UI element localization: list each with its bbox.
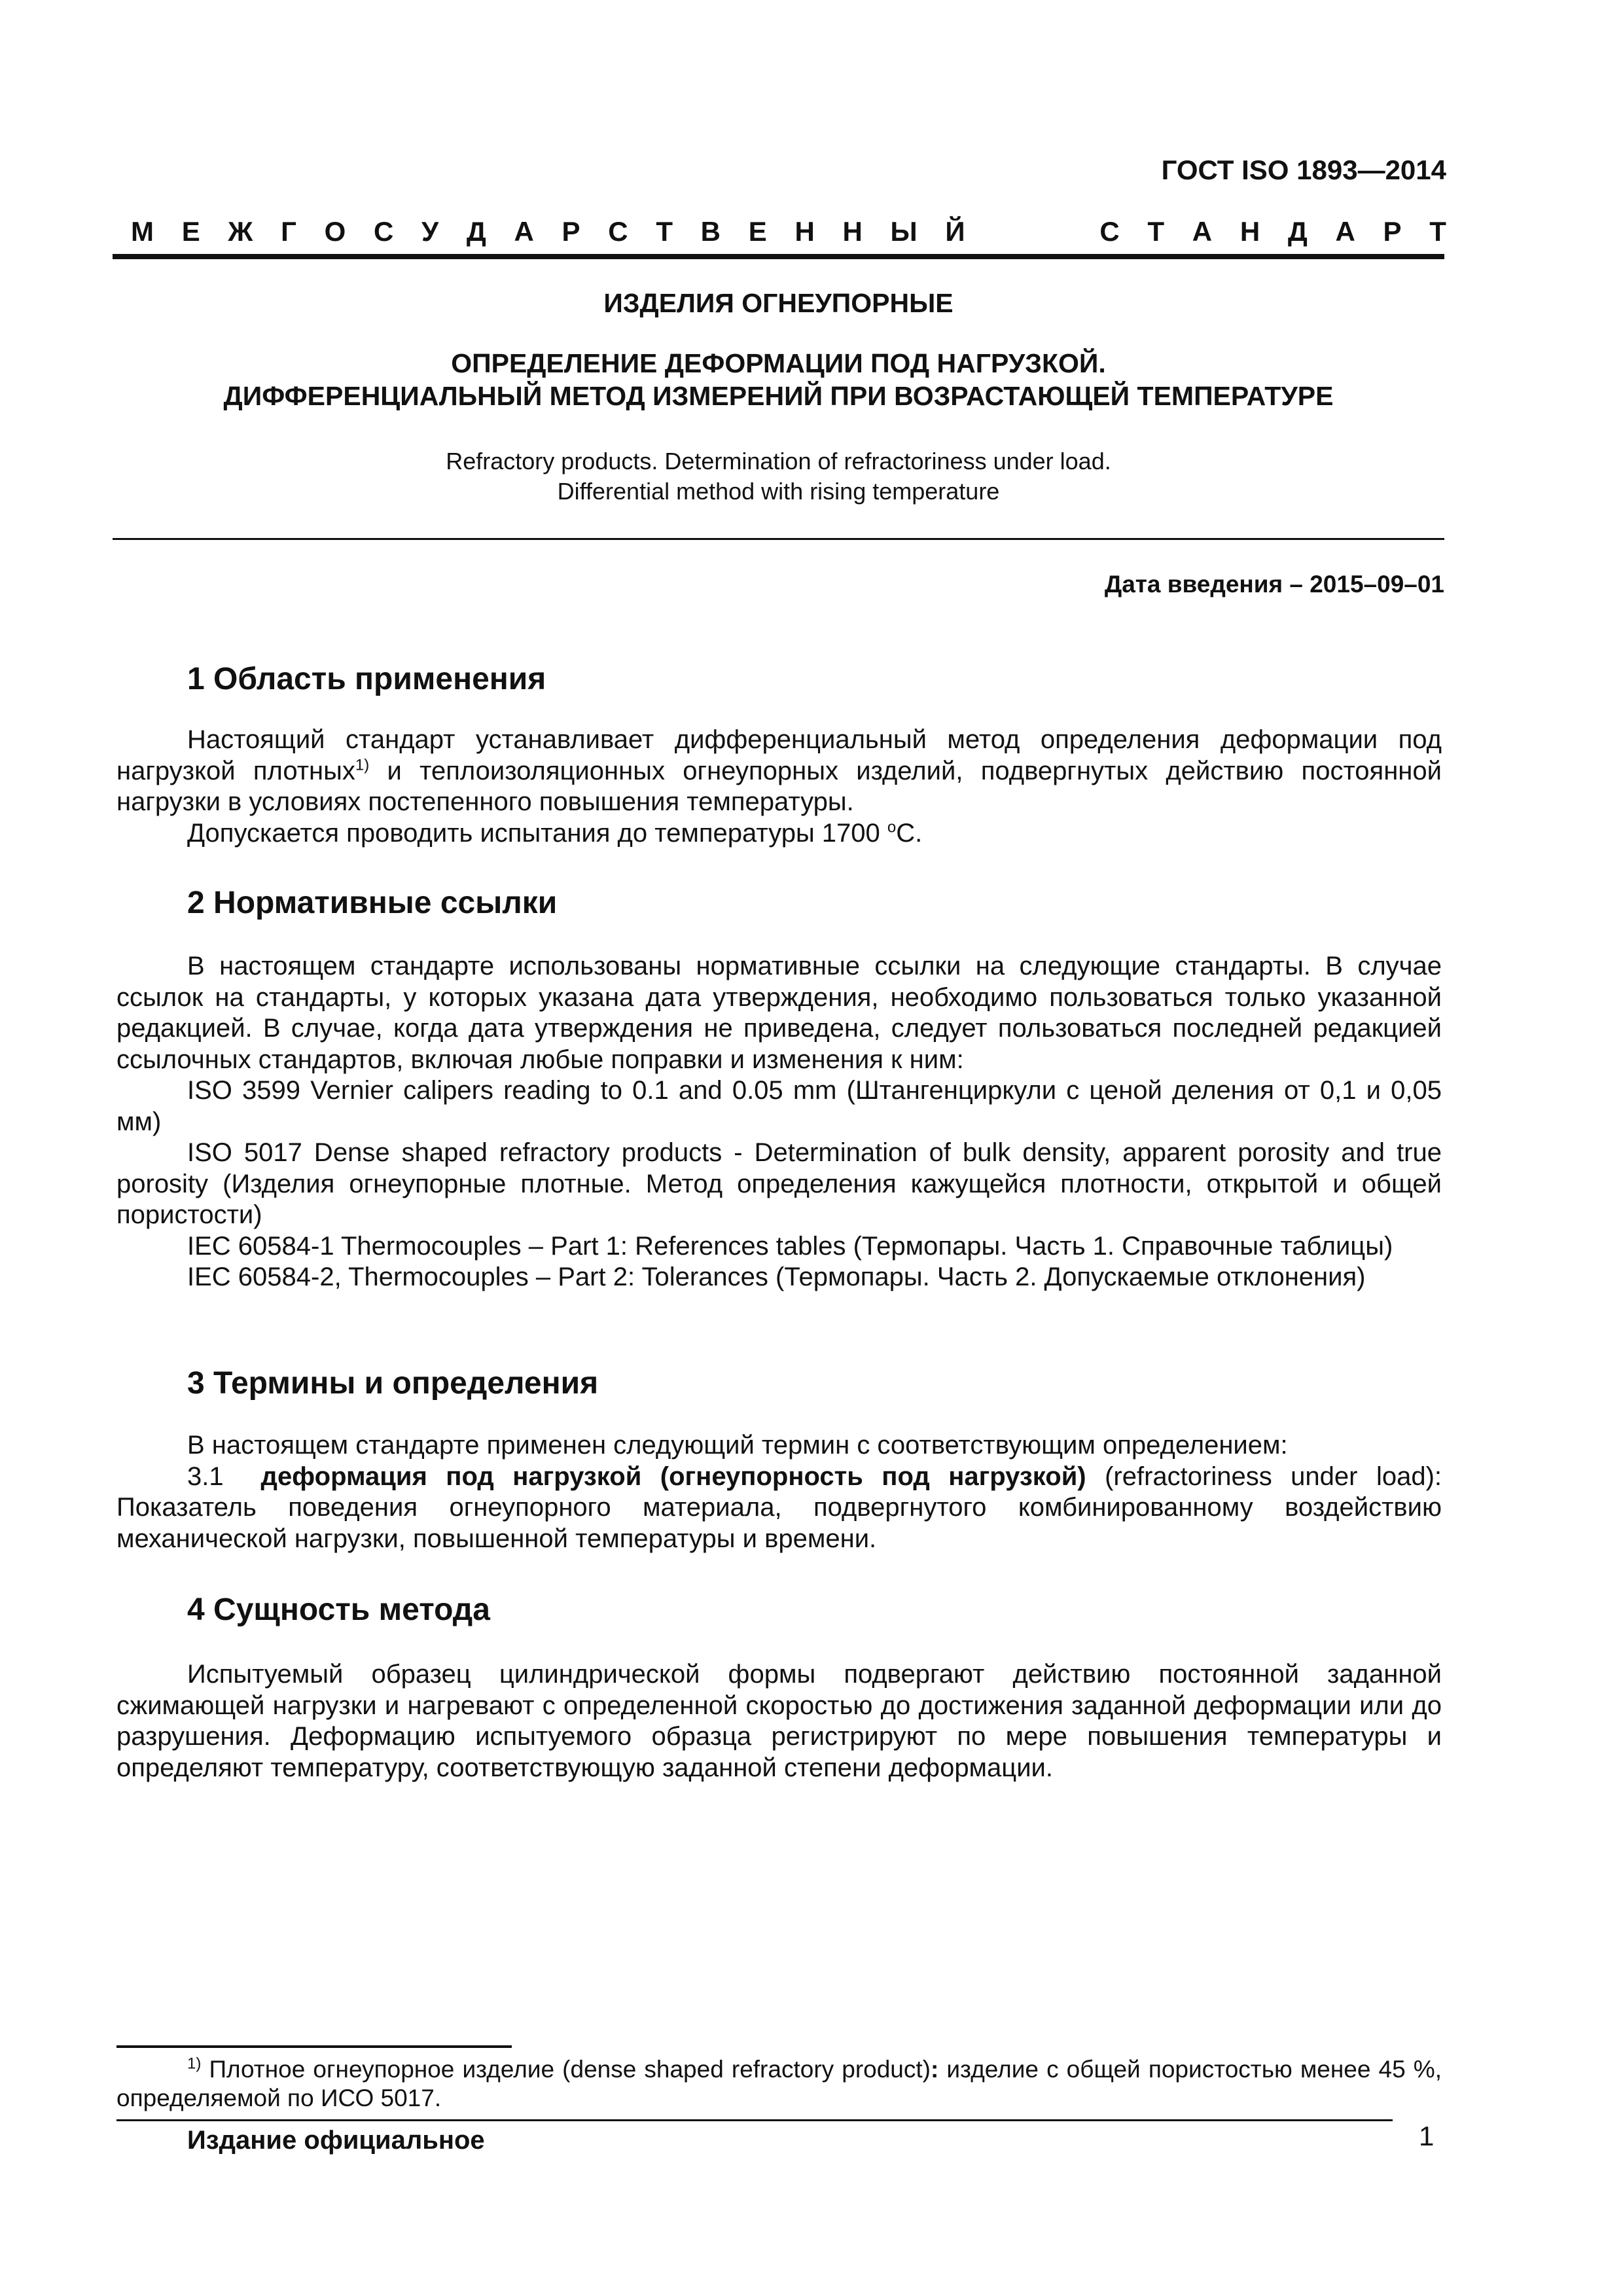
- subtitle-line-1: ОПРЕДЕЛЕНИЕ ДЕФОРМАЦИИ ПОД НАГРУЗКОЙ.: [451, 348, 1106, 378]
- section-heading: 4 Сущность метода: [187, 1592, 490, 1627]
- reference-item: IEC 60584-2, Thermocouples – Part 2: Tolerances (Термопары. Часть 2. Допускаемые отклонения): [187, 1263, 1366, 1291]
- banner-letter: А: [1335, 216, 1355, 247]
- footnote: [116, 2055, 1442, 2113]
- term-definition: [116, 1462, 1442, 1555]
- footnote-rule: [116, 2045, 512, 2048]
- paragraph: [116, 818, 1442, 850]
- document-number: ГОСТ ISO 1893—2014: [1161, 154, 1446, 185]
- text-span: Допускается проводить испытания до температуры 1700: [187, 818, 887, 848]
- section-heading: 3 Термины и определения: [187, 1366, 599, 1401]
- banner-letter: Т: [1147, 216, 1165, 247]
- section-method-essence: [116, 1592, 1442, 1784]
- text-span: С.: [896, 818, 923, 848]
- english-title: Refractory products. Determination of refractoriness under load. Differential method with rising temperature: [446, 448, 1111, 505]
- degree-mark: о: [887, 818, 897, 836]
- reference-item: ISO 5017 Dense shaped refractory products - Determination of bulk density, apparent porosity and true porosity (Изделия огнеупорные плотные. Метод определения кажущейся плотности, открытой и общей пористости): [116, 1138, 1442, 1229]
- document-subtitle: [113, 347, 1444, 412]
- banner-letter: Н: [842, 216, 863, 247]
- banner-letter: С: [373, 216, 394, 247]
- paragraph: В настоящем стандарте использованы нормативные ссылки на следующие стандарты. В случае ссылок на стандарты, у которых указана дата утверждения, необходимо пользоваться только указанной редакцией. В случае, когда дата утверждения не приведена, следует пользоваться последней редакцией ссылочных стандартов, включая любые поправки и изменения к ним:: [116, 952, 1442, 1074]
- banner-letter: [993, 216, 1001, 247]
- banner-letter: С: [608, 216, 628, 247]
- banner-letter: С: [1099, 216, 1120, 247]
- banner-letter: У: [421, 216, 439, 247]
- banner-letter: Д: [1287, 216, 1308, 247]
- banner-letter: Н: [794, 216, 815, 247]
- term-number: 3.1: [187, 1462, 261, 1491]
- banner-letter: А: [514, 216, 534, 247]
- banner-letter: Т: [656, 216, 673, 247]
- footer-rule: [116, 2119, 1393, 2121]
- banner-letter: Т: [1429, 216, 1446, 247]
- banner-letter: Р: [562, 216, 580, 247]
- page-number: 1: [1419, 2121, 1435, 2151]
- banner-letter: М: [131, 216, 154, 247]
- official-edition-label: Издание официальное: [187, 2126, 485, 2155]
- text-span: и теплоизоляционных огнеупорных изделий, подвергнутых действию постоянной нагрузки в условиях постепенного повышения температуры.: [116, 756, 1442, 816]
- banner-letter: Ы: [890, 216, 918, 247]
- reference-item: IEC 60584-1 Thermocouples – Part 1: References tables (Термопары. Часть 1. Справочные таблицы): [187, 1231, 1393, 1261]
- banner-letter: А: [1192, 216, 1213, 247]
- banner-letter: Р: [1383, 216, 1402, 247]
- banner-letter: Г: [281, 216, 296, 247]
- reference-item: ISO 3599 Vernier calipers reading to 0.1 and 0.05 mm (Штангенциркули с ценой деления от 0,1 и 0,05 мм): [116, 1076, 1442, 1136]
- document-title: ИЗДЕЛИЯ ОГНЕУПОРНЫЕ: [603, 288, 954, 318]
- text-span: изделие с общей пористостью менее 45 %, определяемой по ИСО 5017.: [116, 2056, 1442, 2111]
- banner-letter: Е: [748, 216, 767, 247]
- banner-letter: О: [324, 216, 346, 247]
- text-span: Настоящий стандарт устанавливает дифференциальный метод определения деформации под нагрузкой плотных: [116, 725, 1442, 785]
- section-normative-references: [116, 885, 1442, 1293]
- section-heading: 1 Область применения: [187, 662, 546, 696]
- paragraph: Испытуемый образец цилиндрической формы подвергают действию постоянной заданной сжимающей нагрузки и нагревают с определенной скоростью до достижения заданной деформации или до разрушения. Деформацию испытуемого образца регистрируют по мере повышения температуры и определяют температуру, соответствующую заданной степени деформации.: [116, 1660, 1442, 1782]
- section-scope: [116, 661, 1442, 849]
- paragraph: В настоящем стандарте применен следующий термин с соответствующим определением:: [187, 1431, 1288, 1460]
- banner-letter: Е: [181, 216, 200, 247]
- banner-letter: Д: [466, 216, 486, 247]
- banner-letter: В: [700, 216, 721, 247]
- paragraph: [116, 725, 1442, 818]
- text-span: :: [930, 2056, 939, 2083]
- banner-letter: [1029, 216, 1037, 247]
- banner-letter: [1064, 216, 1072, 247]
- header-rule: [113, 254, 1444, 259]
- banner-letter: Н: [1240, 216, 1260, 247]
- banner-letter: Й: [945, 216, 965, 247]
- subtitle-line-2: ДИФФЕРЕНЦИАЛЬНЫЙ МЕТОД ИЗМЕРЕНИЙ ПРИ ВОЗРАСТАЮЩЕЙ ТЕМПЕРАТУРЕ: [223, 381, 1334, 411]
- introduction-date: Дата введения – 2015–09–01: [1104, 571, 1444, 598]
- banner-letter: Ж: [228, 216, 253, 247]
- section-terms: [116, 1365, 1442, 1554]
- footnote-ref: 1): [355, 756, 370, 774]
- term-text: (refractoriness under load): Показатель поведения огнеупорного материала, подвергнутого комбинированному воздействию механической нагрузки, повышенной температуры и времени.: [116, 1462, 1442, 1553]
- title-rule: [113, 538, 1444, 540]
- text-span: Плотное огнеупорное изделие (dense shaped refractory product): [201, 2056, 931, 2083]
- footnote-mark: 1): [187, 2054, 202, 2073]
- interstate-standard-banner: [131, 216, 1446, 247]
- term-name: деформация под нагрузкой (огнеупорность под нагрузкой): [260, 1462, 1086, 1491]
- section-heading: 2 Нормативные ссылки: [187, 886, 558, 920]
